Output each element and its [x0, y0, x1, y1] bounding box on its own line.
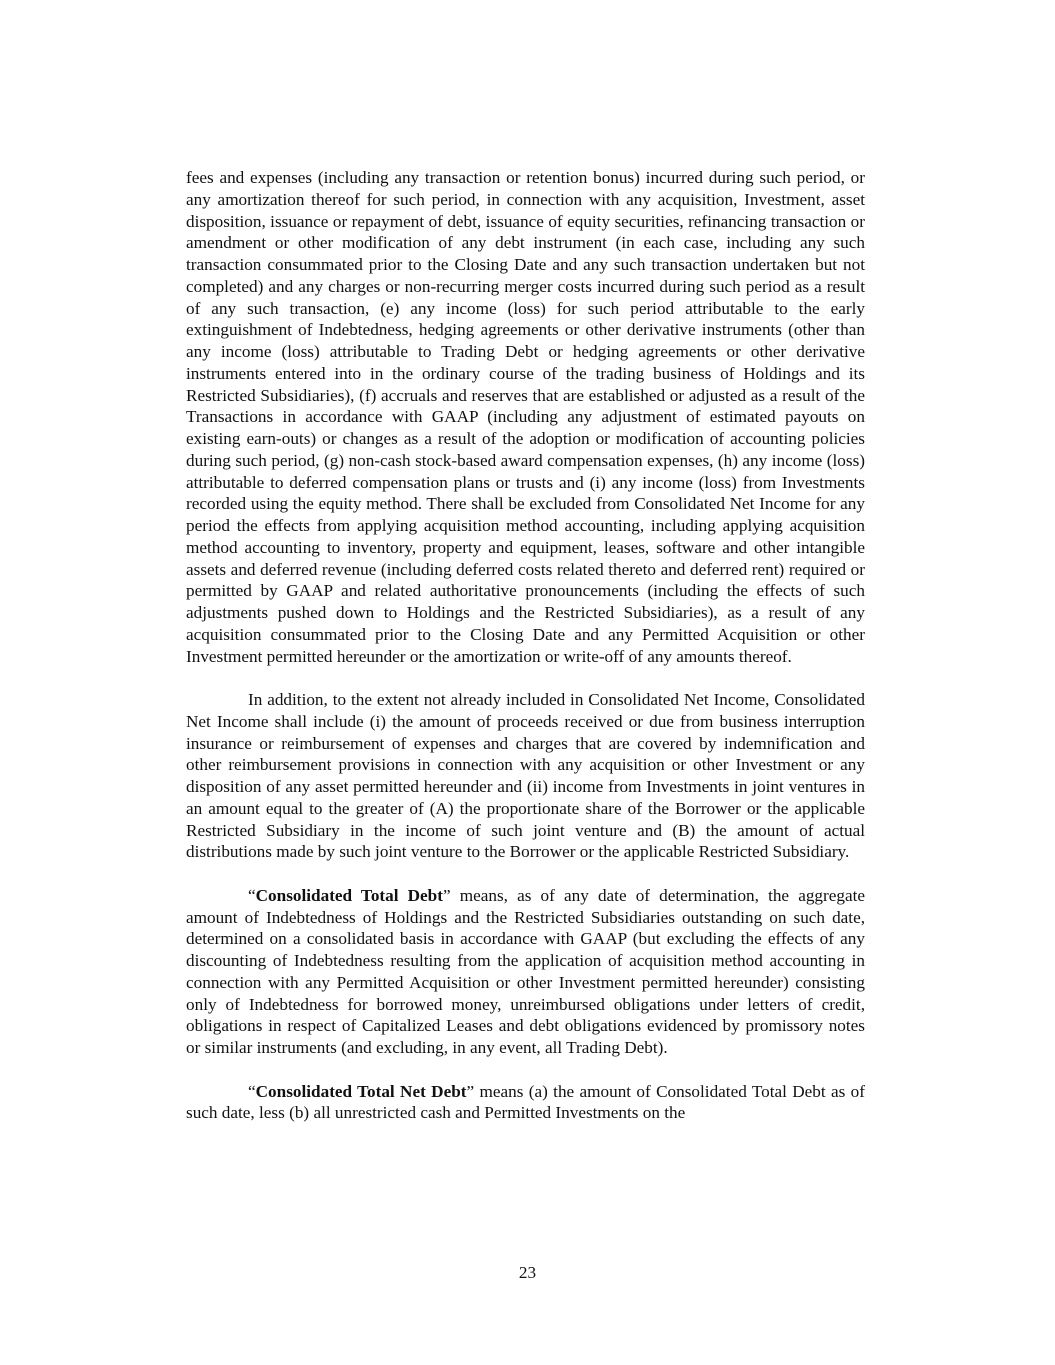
definition-consolidated-total-net-debt — [186, 1081, 865, 1125]
close-quote: ” — [442, 885, 451, 905]
close-quote: ” — [466, 1081, 475, 1101]
open-quote: “ — [248, 1081, 256, 1101]
page-number: 23 — [518, 1263, 537, 1282]
document-page — [186, 167, 865, 1146]
defined-term: Consolidated Total Debt — [255, 885, 443, 905]
defined-term: Consolidated Total Net Debt — [255, 1081, 467, 1101]
definition-body: means, as of any date of determination, the aggregate amount of Indebtedness of Holdings and the Restricted Subsidiaries outstanding on such date, determined on a consolidated basis in accordance with GAAP (but excluding the effects of any discounting of Indebtedness resulting from the application of acquisition method accounting in connection with any Permitted Acquisition or other Investment permitted hereunder) consisting only of Indebtedness for borrowed money, unreimbursed obligations under letters of credit, obligations in respect of Capitalized Leases and debt obligations evidenced by promissory notes or similar instruments (and excluding, in any event, all Trading Debt). — [186, 885, 865, 1057]
paragraph-consolidated-net-income-inclusions: In addition, to the extent not already included in Consolidated Net Income, Consolidated Net Income shall include (i) the amount of proceeds received or due from business interruption insurance or reimbursement of expenses and charges that are covered by indemnification and other reimbursement provisions in connection with any acquisition or other Investment or any disposition of any asset permitted hereunder and (ii) income from Investments in joint ventures in an amount equal to the greater of (A) the proportionate share of the Borrower or the applicable Restricted Subsidiary in the income of such joint venture and (B) the amount of actual distributions made by such joint venture to the Borrower or the applicable Restricted Subsidiary. — [186, 690, 865, 862]
definition-consolidated-total-debt — [186, 885, 865, 1059]
definition-body: means (a) the amount of Consolidated Total Debt as of such date, less (b) all unrestricted cash and Permitted Investments on the — [186, 1081, 865, 1123]
open-quote: “ — [248, 885, 256, 905]
paragraph-consolidated-net-income-continued: fees and expenses (including any transaction or retention bonus) incurred during such period, or any amortization thereof for such period, in connection with any acquisition, Investment, asset disposition, issuance or repayment of debt, issuance of equity securities, refinancing transaction or amendment or other modification of any debt instrument (in each case, including any such transaction consummated prior to the Closing Date and any such transaction undertaken but not completed) and any charges or non-recurring merger costs incurred during such period as a result of any such transaction, (e) any income (loss) for such period attributable to the early extinguishment of Indebtedness, hedging agreements or other derivative instruments (other than any income (loss) attributable to Trading Debt or hedging agreements or other derivative instruments entered into in the ordinary course of the trading business of Holdings and its Restricted Subsidiaries), (f) accruals and reserves that are established or adjusted as a result of the Transactions in accordance with GAAP (including any adjustment of estimated payouts on existing earn-outs) or changes as a result of the adoption or modification of accounting policies during such period, (g) non-cash stock-based award compensation expenses, (h) any income (loss) attributable to deferred compensation plans or trusts and (i) any income (loss) from Investments recorded using the equity method. There shall be excluded from Consolidated Net Income for any period the effects from applying acquisition method accounting, including applying acquisition method accounting to inventory, property and equipment, leases, software and other intangible assets and deferred revenue (including deferred costs related thereto and deferred rent) required or permitted by GAAP and related authoritative pronouncements (including the effects of such adjustments pushed down to Holdings and the Restricted Subsidiaries), as a result of any acquisition consummated prior to the Closing Date and any Permitted Acquisition or other Investment permitted hereunder or the amortization or write-off of any amounts thereof. — [186, 168, 865, 666]
